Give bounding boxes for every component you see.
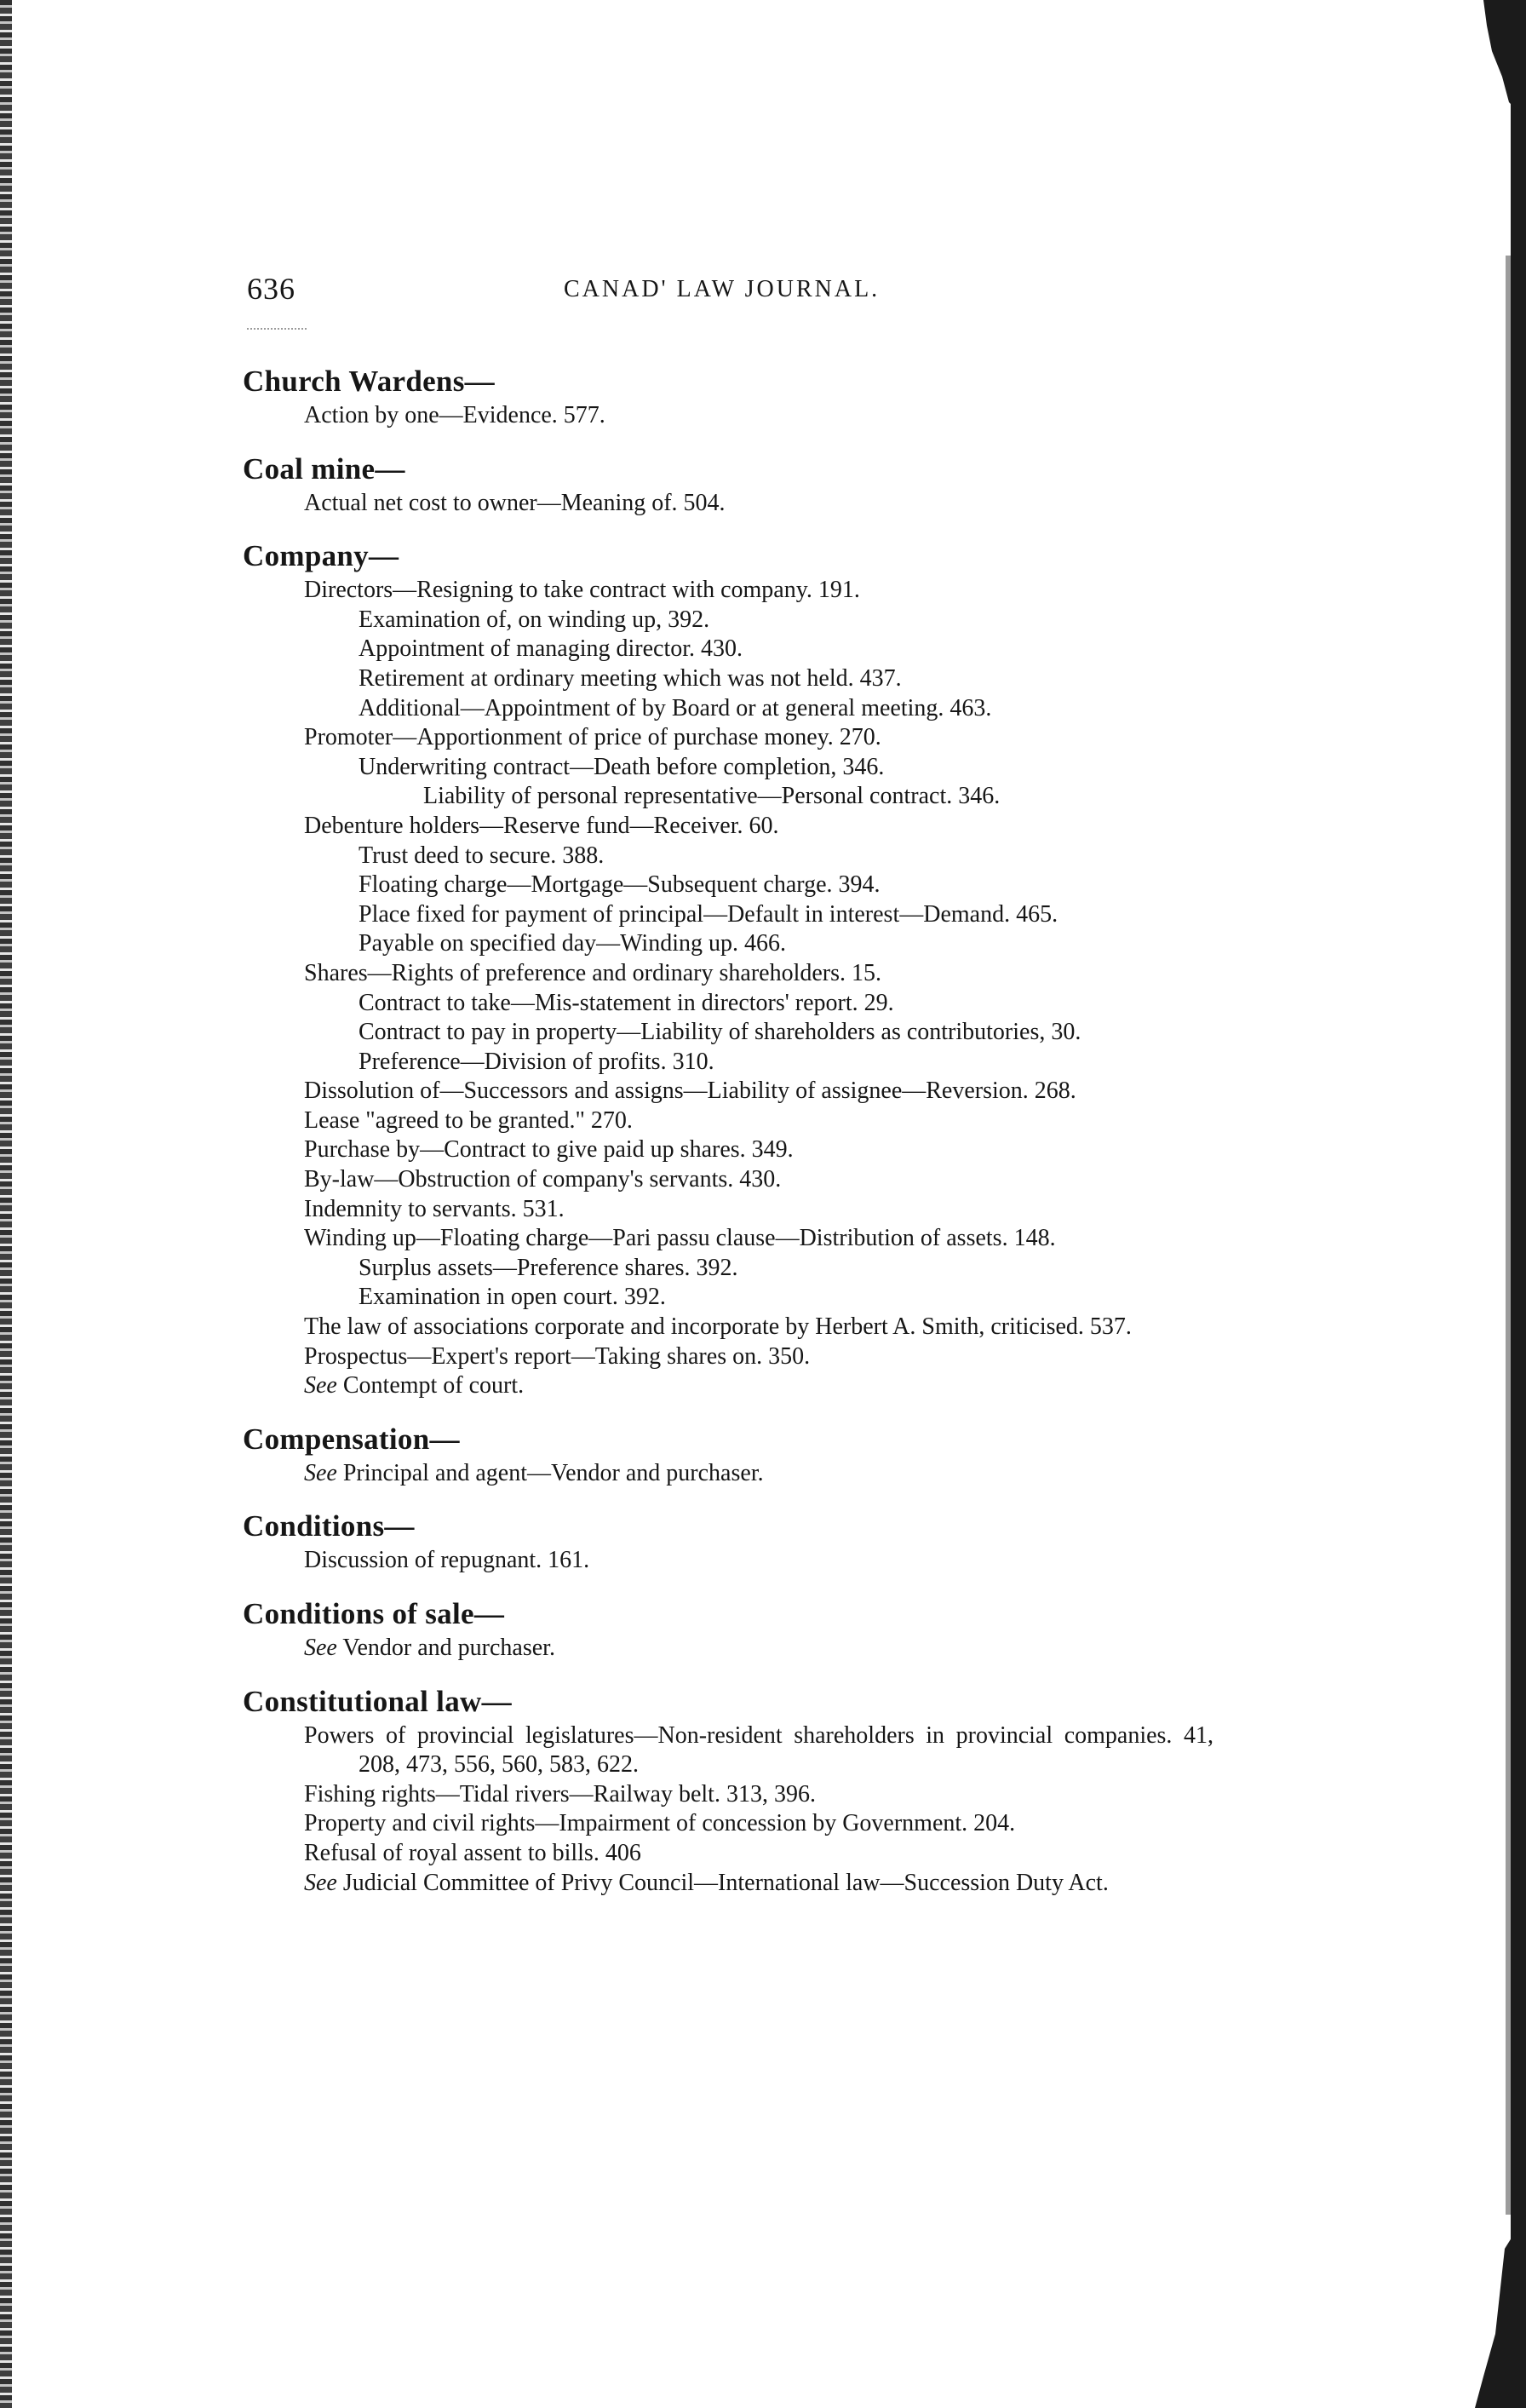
- index-entry-text: Vendor and purchaser.: [342, 1635, 555, 1661]
- index-entry-text: Property and civil rights—Impairment of concession by Government. 204.: [304, 1810, 1016, 1837]
- index-entries: [243, 1546, 1213, 1576]
- index-entry-text: Discussion of repugnant. 161.: [304, 1547, 590, 1574]
- index-entry: [243, 1869, 1213, 1899]
- index-entry: [243, 1809, 1213, 1839]
- index-entry-text: Dissolution of—Successors and assigns—Liability of assignee—Reversion. 268.: [304, 1078, 1076, 1105]
- index-entry-text: Preference—Division of profits. 310.: [359, 1048, 714, 1075]
- index-section: [243, 1682, 1213, 1899]
- index-entry: [243, 1721, 1213, 1780]
- index-entry: [243, 842, 1213, 871]
- index-entry-text: Debenture holders—Reserve fund—Receiver. 60.: [304, 812, 779, 839]
- index-entries: [243, 1459, 1213, 1489]
- index-entry-text: Retirement at ordinary meeting which was not held. 437.: [359, 664, 902, 692]
- index-entries: [243, 401, 1213, 431]
- index-entry: [243, 1048, 1213, 1078]
- index-entry-text: Indemnity to servants. 531.: [304, 1195, 565, 1222]
- index-entry: [243, 1254, 1213, 1284]
- index-entry: [243, 1018, 1213, 1048]
- index-entry-text: Fishing rights—Tidal rivers—Railway belt. 313, 396.: [304, 1780, 816, 1807]
- index-entry-text: Underwriting contract—Death before completion, 346.: [359, 753, 885, 780]
- index-entry-text: Examination of, on winding up, 392.: [359, 606, 710, 633]
- index-entry: [243, 664, 1213, 694]
- page-header: [247, 271, 1209, 313]
- index-heading: Church Wardens—: [243, 365, 495, 398]
- page-number: 636: [247, 272, 295, 306]
- index-entry-text: By-law—Obstruction of company's servants. 430.: [304, 1166, 782, 1193]
- index-heading: Conditions of sale—: [243, 1597, 505, 1630]
- index-entry: [243, 1106, 1213, 1136]
- index-entry: [243, 1135, 1213, 1165]
- index-entry-text: Purchase by—Contract to give paid up shares. 349.: [304, 1136, 794, 1164]
- index-entry: [243, 871, 1213, 900]
- index-entry-text: Floating charge—Mortgage—Subsequent charge. 394.: [359, 871, 881, 899]
- index-entry: [243, 723, 1213, 753]
- index-entry: [243, 753, 1213, 783]
- index-entry-text: Judicial Committee of Privy Council—International law—Succession Duty Act.: [342, 1869, 1109, 1896]
- index-entry: [243, 694, 1213, 724]
- index-entry-text: Liability of personal representative—Personal contract. 346.: [423, 783, 1001, 810]
- see-reference-label: See: [304, 1635, 337, 1661]
- index-entry: [243, 1546, 1213, 1576]
- index-entry-text: Prospectus—Expert's report—Taking shares on. 350.: [304, 1342, 811, 1370]
- index-entry-text: Examination in open court. 392.: [359, 1284, 666, 1311]
- index-entry-text: Place fixed for payment of principal—Default in interest—Demand. 465.: [359, 900, 1058, 928]
- index-entry-text: Additional—Appointment of by Board or at general meeting. 463.: [359, 694, 992, 721]
- index-entry: [243, 929, 1213, 959]
- index-entry-text: Appointment of managing director. 430.: [359, 635, 743, 663]
- index-entry-text: Contract to take—Mis-statement in directors' report. 29.: [359, 989, 894, 1016]
- index-entry: [243, 489, 1213, 519]
- index-entry-text: Promoter—Apportionment of price of purchase money. 270.: [304, 724, 881, 751]
- header-rule: [247, 328, 307, 330]
- index-entry: [243, 635, 1213, 664]
- index-section: [243, 1420, 1213, 1489]
- index-entry: [243, 576, 1213, 606]
- index-entry: [243, 1224, 1213, 1254]
- index-entry: [243, 959, 1213, 989]
- index-heading: Coal mine—: [243, 451, 405, 486]
- index-entry-text: Payable on specified day—Winding up. 466.: [359, 930, 786, 957]
- running-title: CANAD' LAW JOURNAL.: [564, 276, 881, 302]
- index-entry: [243, 812, 1213, 842]
- index-entry: [243, 1459, 1213, 1489]
- see-reference-label: See: [304, 1869, 337, 1896]
- index-entry: [243, 1342, 1213, 1372]
- index-heading: Conditions—: [243, 1509, 415, 1543]
- index-entry-text: Powers of provincial legislatures—Non-resident shareholders in provincial companies. 41, 208, 473, 556, 560, 583, 622.: [304, 1721, 1213, 1779]
- index-heading: Compensation—: [243, 1422, 460, 1456]
- index-entry-text: Contempt of court.: [342, 1372, 525, 1399]
- see-reference-label: See: [304, 1459, 337, 1486]
- index-entries: [243, 1634, 1213, 1664]
- index-entry: [243, 782, 1213, 812]
- index-entry-text: Surplus assets—Preference shares. 392.: [359, 1254, 738, 1281]
- index-entry-text: Lease "agreed to be granted." 270.: [304, 1106, 633, 1134]
- index-heading: Company—: [243, 539, 399, 573]
- index-entry: [243, 1165, 1213, 1195]
- index-entry: [243, 1077, 1213, 1106]
- index-entry: [243, 401, 1213, 431]
- index-body: [243, 362, 1213, 1917]
- index-entries: [243, 1721, 1213, 1899]
- index-entry: [243, 1313, 1213, 1342]
- index-section: [243, 537, 1213, 1401]
- index-entry: [243, 1283, 1213, 1313]
- index-entry: [243, 1780, 1213, 1810]
- index-entry: [243, 989, 1213, 1019]
- index-heading: Constitutional law—: [243, 1684, 512, 1718]
- index-entry-text: Refusal of royal assent to bills. 406: [304, 1839, 641, 1866]
- index-entry-text: Shares—Rights of preference and ordinary shareholders. 15.: [304, 959, 882, 986]
- index-entry-text: Contract to pay in property—Liability of shareholders as contributories, 30.: [359, 1019, 1081, 1046]
- index-section: [243, 1595, 1213, 1664]
- index-section: [243, 362, 1213, 431]
- index-entry-text: Directors—Resigning to take contract with company. 191.: [304, 577, 860, 604]
- index-entry: [243, 606, 1213, 635]
- index-section: [243, 450, 1213, 519]
- index-entry: [243, 900, 1213, 930]
- index-entry-text: Trust deed to secure. 388.: [359, 842, 605, 869]
- index-entry-text: The law of associations corporate and incorporate by Herbert A. Smith, criticised. 537.: [304, 1313, 1132, 1341]
- see-reference-label: See: [304, 1372, 337, 1399]
- index-entry-text: Action by one—Evidence. 577.: [304, 402, 605, 428]
- index-entry: [243, 1839, 1213, 1869]
- index-entries: [243, 576, 1213, 1401]
- index-entries: [243, 489, 1213, 519]
- index-entry-text: Actual net cost to owner—Meaning of. 504.: [304, 489, 726, 516]
- index-entry: [243, 1371, 1213, 1401]
- index-section: [243, 1507, 1213, 1576]
- index-entry: [243, 1195, 1213, 1225]
- index-entry-text: Principal and agent—Vendor and purchaser.: [342, 1459, 764, 1486]
- index-entry-text: Winding up—Floating charge—Pari passu clause—Distribution of assets. 148.: [304, 1225, 1056, 1252]
- index-entry: [243, 1634, 1213, 1664]
